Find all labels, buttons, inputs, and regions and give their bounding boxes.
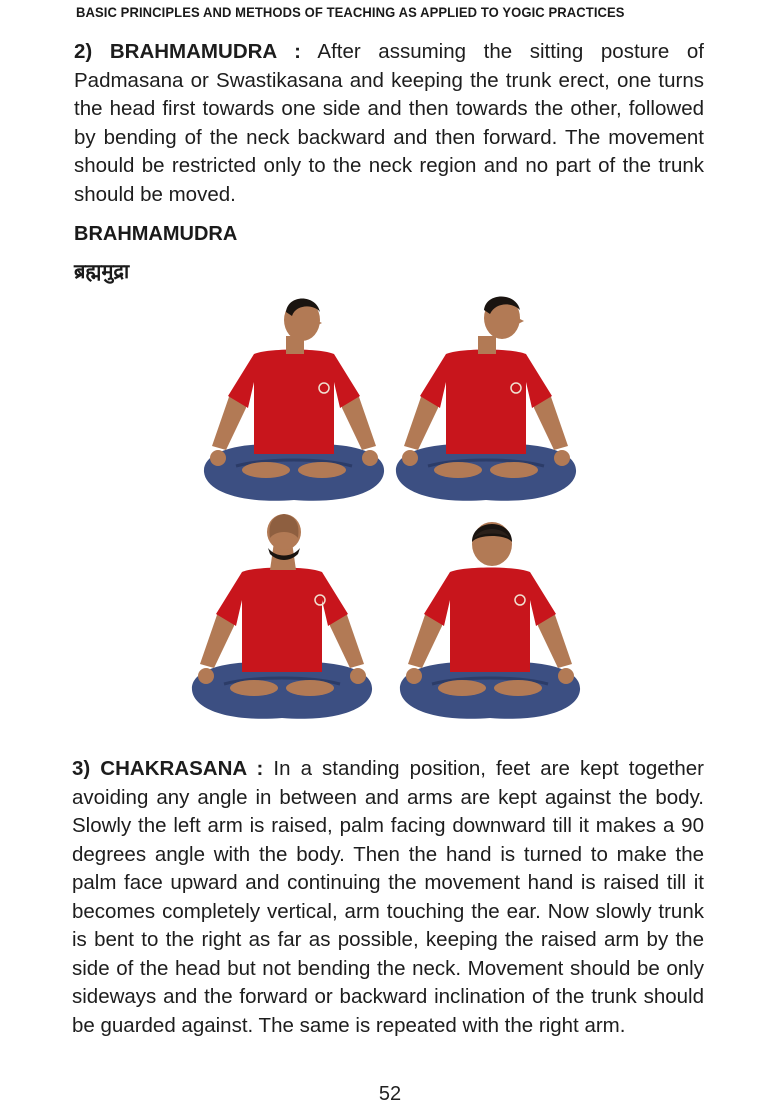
brahmamudra-figure-head-turned-right bbox=[196, 290, 392, 508]
brahmamudra-figure-neck-bent-backward bbox=[184, 508, 380, 726]
brahmamudra-figure-head-turned-left bbox=[388, 290, 584, 508]
chakrasana-label: 3) CHAKRASANA : bbox=[72, 757, 264, 780]
figure-heading-hindi: ब्रह्ममुद्रा bbox=[74, 261, 130, 283]
figure-heading: BRAHMAMUDRA bbox=[74, 223, 238, 245]
brahmamudra-paragraph bbox=[74, 38, 704, 209]
running-head: BASIC PRINCIPLES AND METHODS OF TEACHING AS APPLIED TO YOGIC PRACTICES bbox=[76, 4, 625, 20]
brahmamudra-label: 2) BRAHMAMUDRA : bbox=[74, 40, 301, 63]
chakrasana-paragraph bbox=[72, 755, 704, 1040]
chakrasana-text: In a standing position, feet are kept together avoiding any angle in between and arms are kept against the body. Slowly the left arm is raised, palm facing downward till it makes a 90 degrees angle with the body. Then the hand is turned to make the palm face upward and continuing the movement hand is raised till it becomes completely vertical, arm touching the ear. Now slowly trunk is bent to the right as far as possible, keeping the raised arm by the side of the head but not bending the neck. Movement should be only sideways and the forward or backward inclination of the trunk should be guarded against. The same is repeated with the right arm. bbox=[72, 757, 704, 1037]
brahmamudra-text: After assuming the sitting posture of Padmasana or Swastikasana and keeping the trunk erect, one turns the head first towards one side and then towards the other, followed by bending of the neck backward and then forward. The movement should be restricted only to the neck region and no part of the trunk should be moved. bbox=[74, 40, 704, 206]
brahmamudra-figure-neck-bent-forward bbox=[392, 508, 588, 726]
page-number: 52 bbox=[378, 1083, 402, 1105]
